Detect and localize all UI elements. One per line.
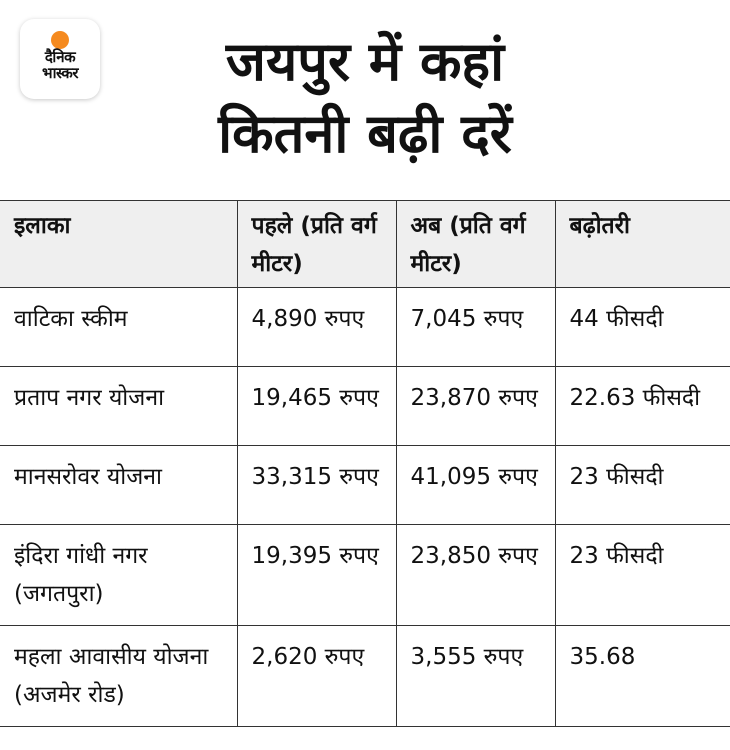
cell-now: 23,850 रुपए: [396, 525, 555, 626]
cell-now: 3,555 रुपए: [396, 626, 555, 727]
cell-increase: 23 फीसदी: [555, 446, 730, 525]
cell-now: 41,095 रुपए: [396, 446, 555, 525]
table-row: [0, 446, 730, 525]
cell-before: 19,465 रुपए: [237, 367, 396, 446]
cell-area: मानसरोवर योजना: [0, 446, 237, 525]
rates-table: [0, 200, 730, 727]
logo-text-line1: दैनिक: [44, 48, 76, 66]
cell-before: 2,620 रुपए: [237, 626, 396, 727]
page-title: [0, 26, 730, 170]
cell-increase: 23 फीसदी: [555, 525, 730, 626]
table-header-row: [0, 201, 730, 288]
table-row: [0, 626, 730, 727]
cell-increase: 44 फीसदी: [555, 288, 730, 367]
cell-before: 19,395 रुपए: [237, 525, 396, 626]
cell-now: 7,045 रुपए: [396, 288, 555, 367]
header-area: इलाका: [0, 201, 237, 288]
cell-now: 23,870 रुपए: [396, 367, 555, 446]
table-row: [0, 367, 730, 446]
cell-before: 4,890 रुपए: [237, 288, 396, 367]
header-increase: बढ़ोतरी: [555, 201, 730, 288]
cell-area: इंदिरा गांधी नगर (जगतपुरा): [0, 525, 237, 626]
header-before: पहले (प्रति वर्ग मीटर): [237, 201, 396, 288]
cell-increase: 22.63 फीसदी: [555, 367, 730, 446]
title-line-2: कितनी बढ़ी दरें: [218, 102, 512, 165]
table-row: [0, 288, 730, 367]
table-row: [0, 525, 730, 626]
cell-before: 33,315 रुपए: [237, 446, 396, 525]
cell-area: प्रताप नगर योजना: [0, 367, 237, 446]
cell-increase: 35.68: [555, 626, 730, 727]
header-now: अब (प्रति वर्ग मीटर): [396, 201, 555, 288]
cell-area: महला आवासीय योजना (अजमेर रोड): [0, 626, 237, 727]
title-line-1: जयपुर में कहां: [225, 30, 505, 93]
cell-area: वाटिका स्कीम: [0, 288, 237, 367]
logo-text-line2: भास्कर: [42, 64, 78, 82]
